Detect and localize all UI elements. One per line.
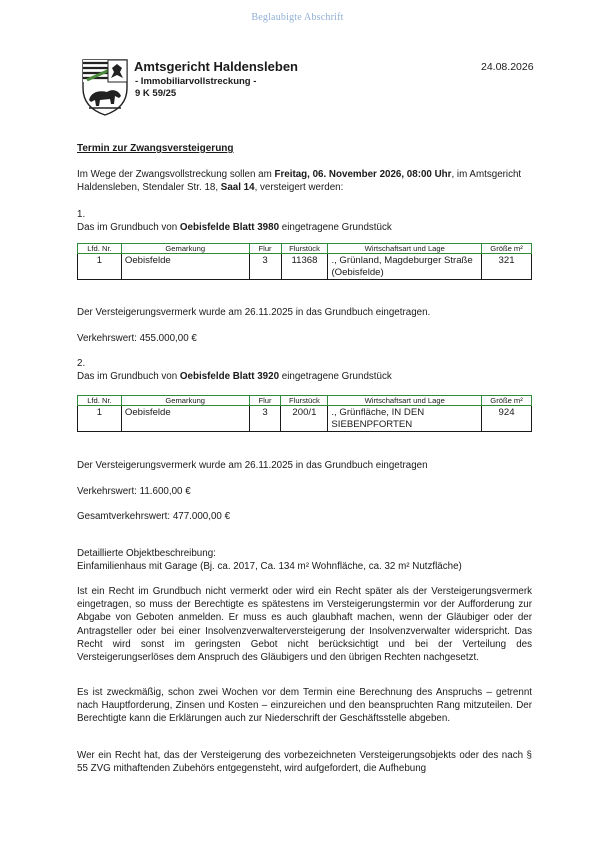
claim-calculation-paragraph: Es ist zweckmäßig, schon zwei Wochen vor dem Termin eine Berechnung des Anspruchs – getrennt nach Hauptforderung, Zinsen und Kosten – einzureichen und den beanspruchten Rang mitzuteilen. Der Berechtigte kann die Erklärungen auch zur Niederschrift der Geschäftsstelle abgeben. xyxy=(77,687,532,725)
description-label: Detaillierte Objektbeschreibung: xyxy=(77,548,216,559)
registration-note: Der Versteigerungsvermerk wurde am 26.11.2025 in das Grundbuch eingetragen. xyxy=(77,307,431,318)
court-name: Amtsgericht Haldensleben xyxy=(134,59,298,74)
item-intro: Das im Grundbuch von Oebisfelde Blatt 3980 eingetragene Grundstück xyxy=(77,222,392,233)
object-description: Einfamilienhaus mit Garage (Bj. ca. 2017, Ca. 134 m² Wohnfläche, ca. 32 m² Nutzfläche) xyxy=(77,561,462,572)
table-header-row: Lfd. Nr. Gemarkung Flur Flurstück Wirtschaftsart und Lage Größe m² xyxy=(78,244,532,254)
table-header-row: Lfd. Nr. Gemarkung Flur Flurstück Wirtschaftsart und Lage Größe m² xyxy=(78,396,532,406)
table-row: 1 Oebisfelde 3 200/1 ., Grünfläche, IN DEN SIEBENPFORTEN 924 xyxy=(78,406,532,432)
market-value: Verkehrswert: 455.000,00 € xyxy=(77,333,197,344)
land-register-table xyxy=(77,243,532,280)
certified-copy-stamp: Beglaubigte Abschrift xyxy=(251,12,344,23)
item-number: 2. xyxy=(77,358,86,369)
table-row: 1 Oebisfelde 3 11368 ., Grünland, Magdeburger Straße (Oebisfelde) 321 xyxy=(78,254,532,280)
item-intro: Das im Grundbuch von Oebisfelde Blatt 3920 eingetragene Grundstück xyxy=(77,371,392,382)
land-register-table xyxy=(77,395,532,432)
rights-paragraph: Ist ein Recht im Grundbuch nicht vermerkt oder wird ein Recht später als der Versteigerungsvermerk eingetragen, so muss der Berechtigte es spätestens im Versteigerungstermin vor der Aufforderung zur Abgabe von Geboten anmelden. Er muss es auch glaubhaft machen, wenn der Gläubiger oder der Antragsteller oder bei einer Insolvenzverwalterversteigerung der Insolvenzverwalter widerspricht. Das Recht wird sonst im geringsten Gebot nicht berücksichtigt und bei der Verteilung des Versteigerungserlöses dem Anspruch des Gläubigers und den übrigen Rechten nachgesetzt. xyxy=(77,586,532,664)
file-number: 9 K 59/25 xyxy=(135,88,177,99)
page-title: Termin zur Zwangsversteigerung xyxy=(77,143,234,154)
intro-paragraph: Im Wege der Zwangsvollstreckung sollen am Freitag, 06. November 2026, 08:00 Uhr, im Amtsgericht Haldensleben, Stendaler Str. 18, Saal 14, versteigert werden: xyxy=(77,169,522,194)
market-value: Verkehrswert: 11.600,00 € xyxy=(77,486,191,497)
objection-paragraph: Wer ein Recht hat, das der Versteigerung des vorbezeichneten Versteigerungsobjekts oder des nach § 55 ZVG mithaftenden Zubehörs entgegensteht, wird aufgefordert, die Aufhebung xyxy=(77,750,532,775)
department: - Immobiliarvollstreckung - xyxy=(135,76,257,87)
total-market-value: Gesamtverkehrswert: 477.000,00 € xyxy=(77,511,231,522)
auction-date: Freitag, 06. November 2026, 08:00 Uhr xyxy=(274,169,452,180)
coat-of-arms-icon xyxy=(81,58,129,116)
auction-room: Saal 14 xyxy=(220,182,255,194)
registration-note: Der Versteigerungsvermerk wurde am 26.11.2025 in das Grundbuch eingetragen xyxy=(77,460,428,471)
item-number: 1. xyxy=(77,209,86,220)
document-date: 24.08.2026 xyxy=(481,61,534,73)
